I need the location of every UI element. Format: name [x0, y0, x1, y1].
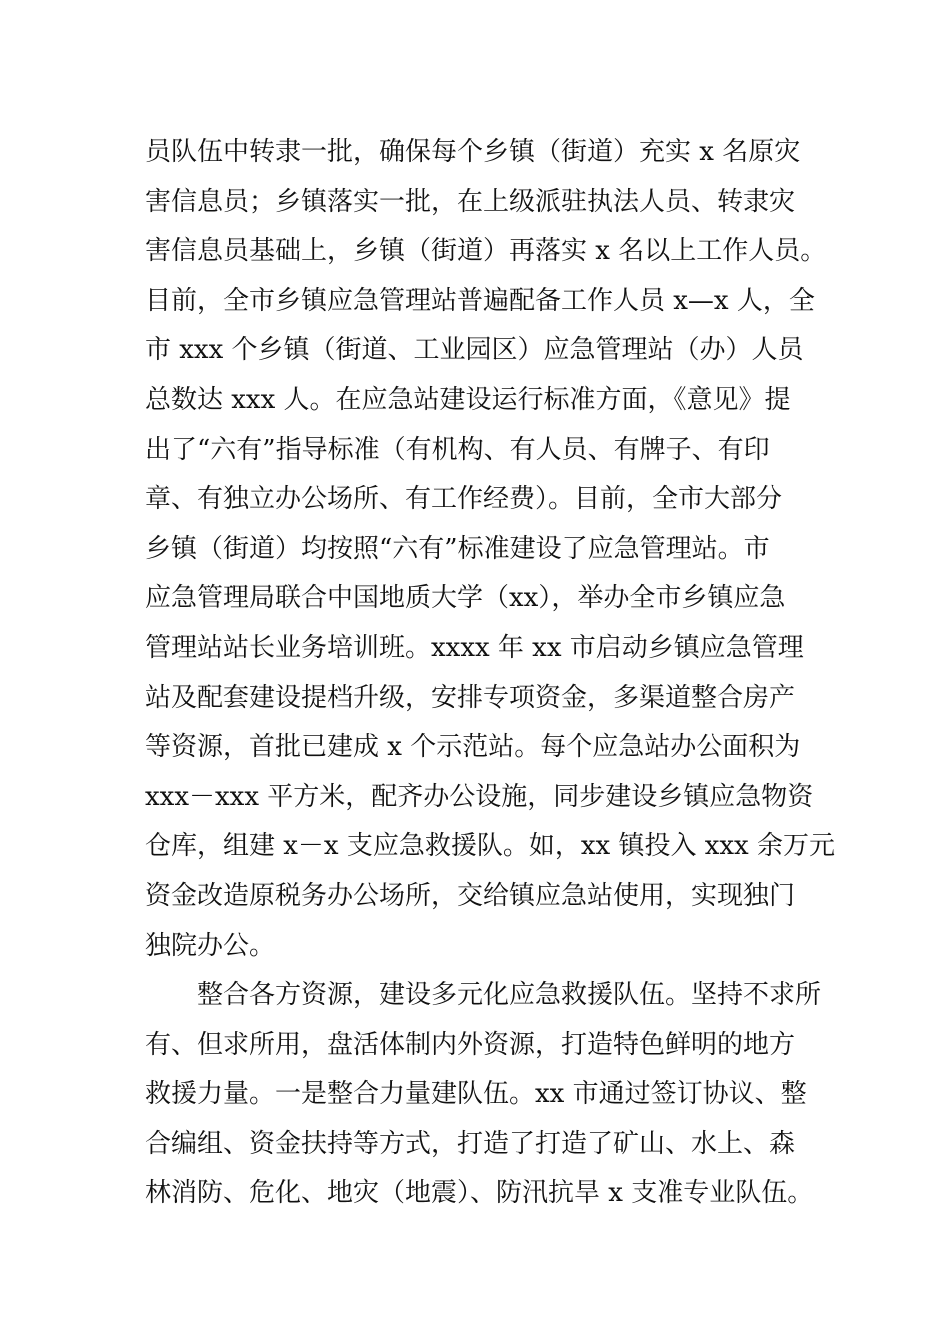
text-line: 独院办公。 — [145, 930, 276, 961]
text-line: 林消防、危化、地灾（地震）、防汛抗旱 x 支准专业队伍。 — [145, 1178, 814, 1209]
text-line: 总数达 xxx 人。在应急站建设运行标准方面，《意见》提 — [145, 384, 791, 415]
text-line: 章、有独立办公场所、有工作经费）。目前，全市大部分 — [145, 484, 783, 515]
document-body — [145, 128, 845, 1219]
text-line: 目前，全市乡镇应急管理站普遍配备工作人员 x—x 人，全 — [145, 285, 815, 316]
text-line: 管理站站长业务培训班。xxxx 年 xx 市启动乡镇应急管理 — [145, 632, 804, 663]
text-line: 仓库，组建 x－x 支应急救援队。如，xx 镇投入 xxx 余万元 — [145, 831, 835, 862]
text-line: 员队伍中转隶一批，确保每个乡镇（街道）充实 x 名原灾 — [145, 137, 801, 167]
text-line: 站及配套建设提档升级，安排专项资金，多渠道整合房产 — [145, 682, 796, 713]
text-line: 等资源，首批已建成 x 个示范站。每个应急站办公面积为 — [145, 732, 801, 763]
paragraph-first-line: 整合各方资源，建设多元化应急救援队伍。坚持不求所 — [197, 980, 822, 1011]
text-line: 有、但求所用，盘活体制内外资源，打造特色鲜明的地方 — [145, 1029, 796, 1060]
text-line: 应急管理局联合中国地质大学（xx），举办全市乡镇应急 — [145, 583, 786, 614]
text-line: xxx－xxx 平方米，配齐办公设施，同步建设乡镇应急物资 — [145, 781, 814, 812]
text-line: 出了“六有”指导标准（有机构、有人员、有牌子、有印 — [145, 434, 770, 465]
text-line: 合编组、资金扶持等方式，打造了打造了矿山、水上、森 — [145, 1128, 796, 1159]
text-line: 害信息员基础上，乡镇（街道）再落实 x 名以上工作人员。 — [145, 236, 827, 267]
text-line: 乡镇（街道）均按照“六有”标准建设了应急管理站。市 — [145, 533, 770, 564]
text-line: 市 xxx 个乡镇（街道、工业园区）应急管理站（办）人员 — [145, 335, 804, 366]
text-line: 救援力量。一是整合力量建队伍。xx 市通过签订协议、整 — [145, 1079, 807, 1110]
text-line: 资金改造原税务办公场所，交给镇应急站使用，实现独门 — [145, 880, 796, 911]
text-line: 害信息员；乡镇落实一批，在上级派驻执法人员、转隶灾 — [145, 186, 796, 217]
